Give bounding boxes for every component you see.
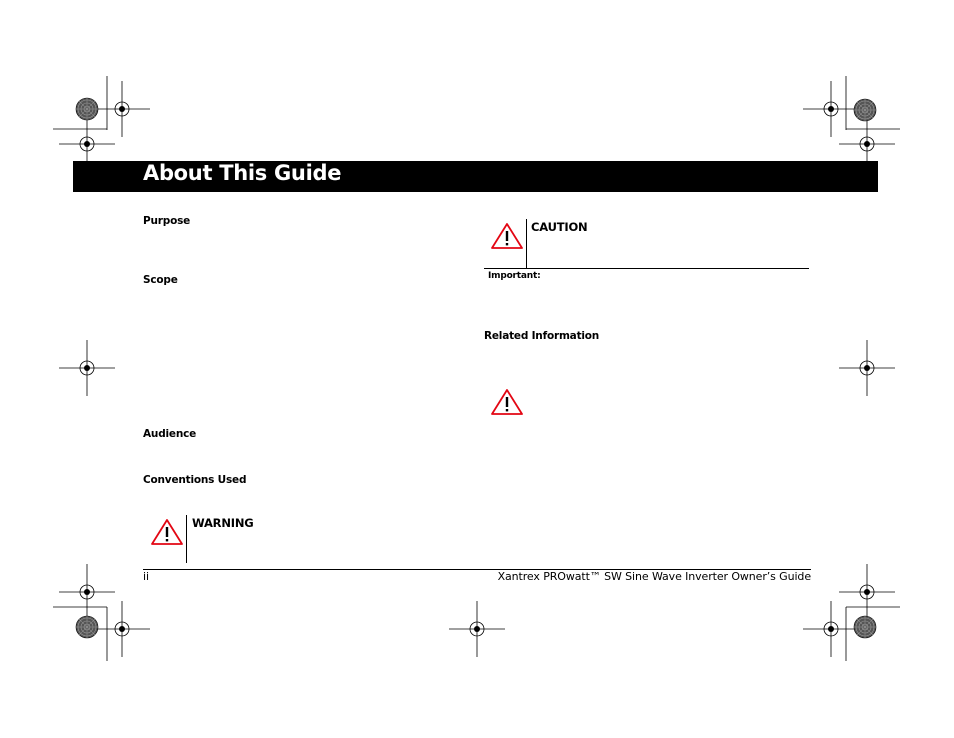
- page-number: ii: [143, 570, 149, 583]
- page-title: About This Guide: [143, 161, 342, 185]
- section-heading-scope: Scope: [143, 274, 178, 286]
- caution-rule: [484, 268, 809, 269]
- warning-triangle-icon: [150, 518, 184, 546]
- important-label: Important:: [488, 271, 541, 281]
- section-heading-purpose: Purpose: [143, 215, 191, 227]
- caution-label: CAUTION: [531, 220, 588, 234]
- footer-guide-title: Xantrex PROwatt™ SW Sine Wave Inverter Owner’s Guide: [497, 570, 811, 583]
- section-heading-related: Related Information: [484, 330, 600, 342]
- section-heading-audience: Audience: [143, 428, 197, 440]
- section-heading-conventions: Conventions Used: [143, 474, 247, 486]
- warning-divider: [186, 515, 187, 563]
- caution-triangle-icon: [490, 222, 524, 250]
- warning-triangle-icon-2: [490, 388, 524, 416]
- caution-divider: [526, 219, 527, 268]
- warning-label: WARNING: [192, 516, 254, 530]
